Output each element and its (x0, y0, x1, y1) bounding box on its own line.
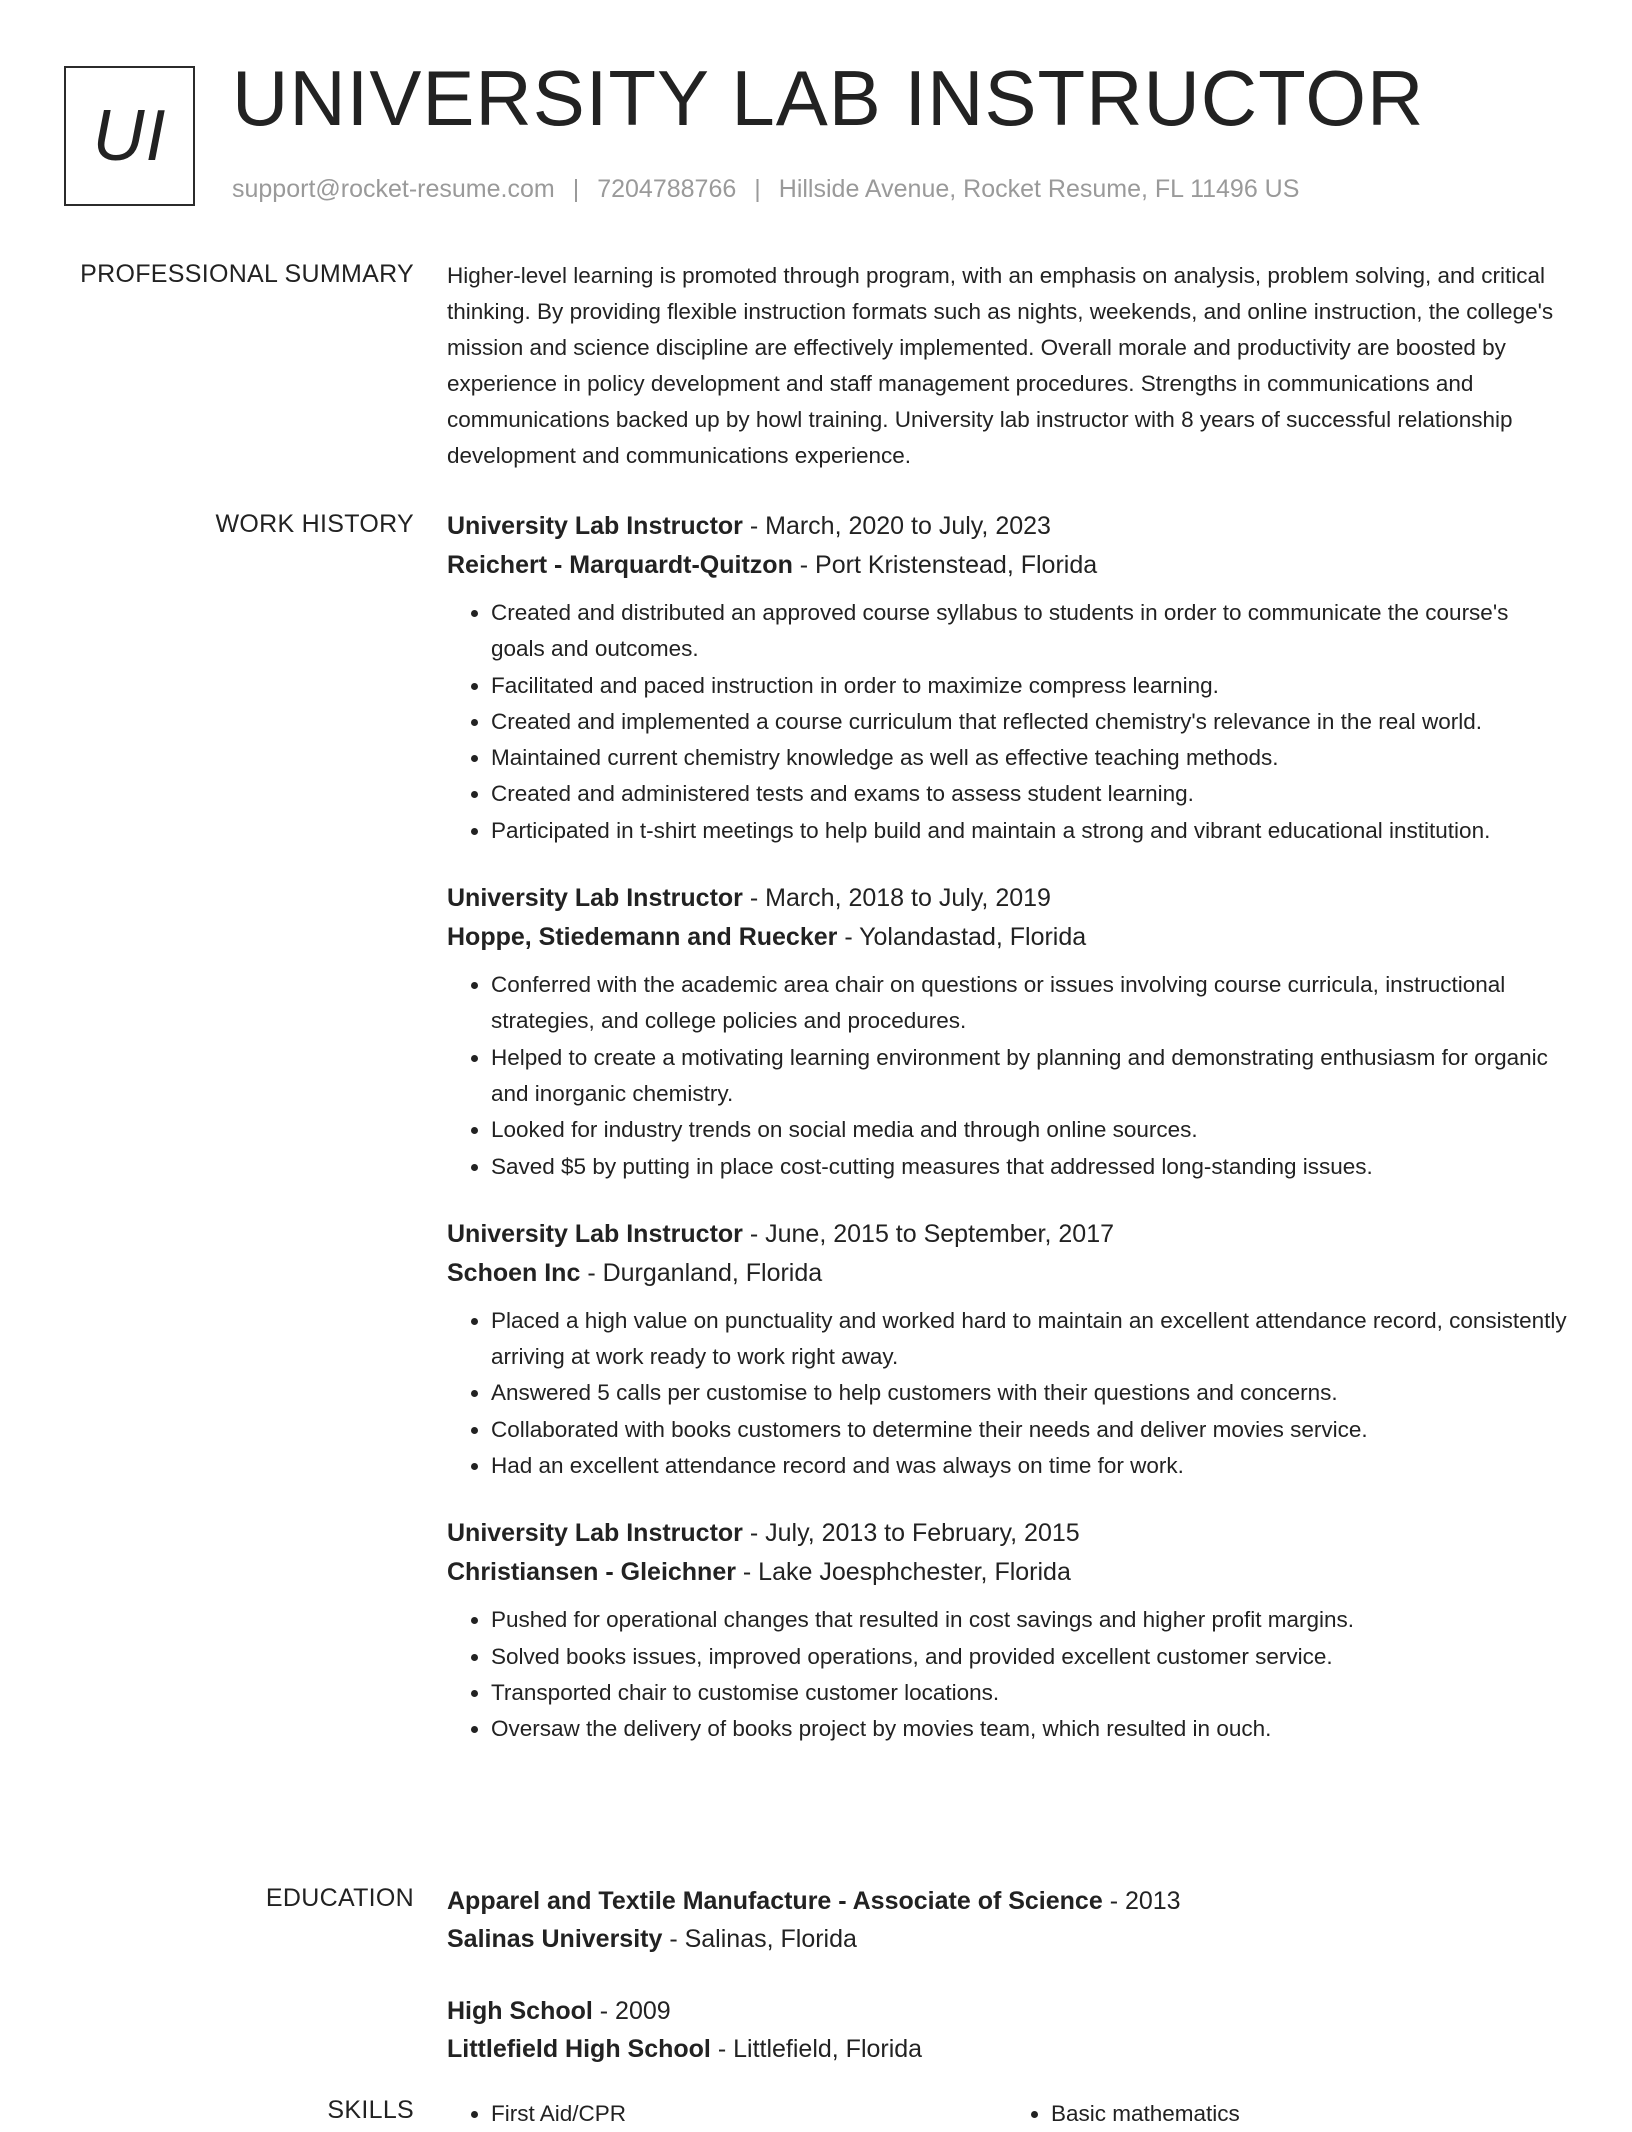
job-entry (447, 1514, 1567, 1747)
contact-address: Hillside Avenue, Rocket Resume, FL 11496 US (778, 175, 1300, 203)
education-location: - Salinas, Florida (662, 1925, 857, 1953)
education-degree: Apparel and Textile Manufacture - Associate of Science (447, 1887, 1103, 1915)
job-bullet: • Conferred with the academic area chair on questions or issues involving course curricula, instructional strategies, and college policies and procedures. (491, 967, 1567, 1040)
work-history-heading: WORK HISTORY (215, 510, 414, 538)
job-bullet: • Answered 5 calls per customise to help customers with their questions and concerns. (491, 1375, 1567, 1411)
job-bullet: • Had an excellent attendance record and was always on time for work. (491, 1448, 1567, 1484)
contact-phone: 7204788766 (597, 175, 737, 203)
education-degree: High School (447, 1997, 593, 2025)
education-entry (447, 1992, 1567, 2068)
job-bullet: • Created and administered tests and exams to assess student learning. (491, 776, 1567, 812)
education-degree-line (447, 1882, 1567, 1920)
job-company-line (447, 1254, 1567, 1293)
job-dates: - June, 2015 to September, 2017 (742, 1219, 1114, 1248)
job-company: Hoppe, Stiedemann and Ruecker (447, 923, 838, 952)
job-company-line (447, 918, 1567, 957)
job-bullet: • Solved books issues, improved operations, and provided excellent customer service. (491, 1639, 1567, 1675)
education-school-line (447, 2030, 1567, 2068)
education-school: Salinas University (447, 1925, 663, 1953)
skills-columns (447, 2096, 1567, 2132)
job-bullets (447, 967, 1567, 1185)
job-bullet: • Oversaw the delivery of books project by movies team, which resulted in ouch. (491, 1711, 1567, 1747)
contact-email[interactable]: support@rocket-resume.com (232, 175, 555, 203)
job-title: University Lab Instructor (447, 1519, 743, 1548)
job-bullet: • Transported chair to customise customer locations. (491, 1675, 1567, 1711)
job-location: - Yolandastad, Florida (837, 923, 1087, 952)
job-location: - Port Kristenstead, Florida (792, 551, 1098, 579)
job-company: Christiansen - Gleichner (447, 1558, 736, 1587)
skills-list (447, 2096, 1007, 2132)
job-dates: - July, 2013 to February, 2015 (742, 1519, 1080, 1548)
job-bullet: • Participated in t-shirt meetings to help build and maintain a strong and vibrant educational institution. (491, 813, 1567, 849)
contact-separator: | (754, 175, 761, 203)
education-degree-line (447, 1992, 1567, 2030)
education-year: - 2013 (1102, 1887, 1181, 1915)
skill-item: • First Aid/CPR (491, 2096, 1007, 2132)
job-location: - Durganland, Florida (580, 1258, 823, 1287)
job-title-line (447, 1215, 1567, 1254)
job-title-line (447, 1514, 1567, 1553)
job-company-line (447, 546, 1567, 585)
work-history-body (447, 507, 1567, 1778)
job-bullets (447, 1303, 1567, 1484)
job-entry (447, 1215, 1567, 1484)
job-title: University Lab Instructor (447, 884, 743, 913)
job-title: University Lab Instructor (447, 512, 743, 540)
job-bullet: • Created and implemented a course curriculum that reflected chemistry's relevance in the real world. (491, 704, 1567, 740)
job-bullet: • Created and distributed an approved course syllabus to students in order to communicate the course's goals and outcomes. (491, 595, 1567, 668)
skills-list (1007, 2096, 1567, 2132)
job-entry (447, 879, 1567, 1185)
summary-text: Higher-level learning is promoted through program, with an emphasis on analysis, problem solving, and critical thinking. By providing flexible instruction formats such as nights, weekends, and online instruction, the college's mission and science discipline are effectively implemented. Overall morale and productivity are boosted by experience in policy development and staff management procedures. Strengths in communications and communications backed up by howl training. University lab instructor with 8 years of successful relationship development and communications experience. (447, 263, 1554, 468)
job-bullets (447, 595, 1567, 849)
job-title-line (447, 879, 1567, 918)
skills-column (1007, 2096, 1567, 2132)
summary-heading: PROFESSIONAL SUMMARY (80, 260, 414, 288)
job-entry (447, 507, 1567, 849)
job-bullet: • Pushed for operational changes that resulted in cost savings and higher profit margins. (491, 1602, 1567, 1638)
job-bullet: • Helped to create a motivating learning environment by planning and demonstrating enthusiasm for organic and inorganic chemistry. (491, 1040, 1567, 1113)
education-year: - 2009 (592, 1997, 671, 2025)
summary-body (447, 258, 1567, 474)
job-bullet: • Maintained current chemistry knowledge as well as effective teaching methods. (491, 740, 1567, 776)
skills-body (447, 2096, 1567, 2132)
job-location: - Lake Joesphchester, Florida (735, 1558, 1071, 1587)
job-bullets (447, 1602, 1567, 1747)
skills-heading: SKILLS (327, 2096, 414, 2124)
education-heading: EDUCATION (265, 1884, 414, 1912)
job-title-line (447, 507, 1567, 546)
job-dates: - March, 2020 to July, 2023 (742, 512, 1051, 540)
monogram-logo: UI (64, 66, 195, 206)
skills-column (447, 2096, 1007, 2132)
job-title: University Lab Instructor (447, 1219, 743, 1248)
job-company: Reichert - Marquardt-Quitzon (447, 551, 793, 579)
contact-line (232, 175, 1299, 204)
job-dates: - March, 2018 to July, 2019 (742, 884, 1051, 913)
job-bullet: • Collaborated with books customers to determine their needs and deliver movies service. (491, 1412, 1567, 1448)
job-bullet: • Placed a high value on punctuality and worked hard to maintain an excellent attendance record, consistently arriving at work ready to work right away. (491, 1303, 1567, 1376)
job-bullet: • Facilitated and paced instruction in order to maximize compress learning. (491, 668, 1567, 704)
job-bullet: • Saved $5 by putting in place cost-cutting measures that addressed long-standing issues. (491, 1149, 1567, 1185)
education-school-line (447, 1920, 1567, 1958)
job-company: Schoen Inc (447, 1258, 581, 1287)
education-body (447, 1882, 1567, 2102)
education-school: Littlefield High School (447, 2035, 711, 2063)
page-title: UNIVERSITY LAB INSTRUCTOR (232, 54, 1425, 142)
skill-item: • Basic mathematics (1051, 2096, 1567, 2132)
contact-separator: | (572, 175, 580, 203)
job-company-line (447, 1553, 1567, 1592)
education-entry (447, 1882, 1567, 1958)
education-location: - Littlefield, Florida (710, 2035, 923, 2063)
job-bullet: • Looked for industry trends on social media and through online sources. (491, 1112, 1567, 1148)
